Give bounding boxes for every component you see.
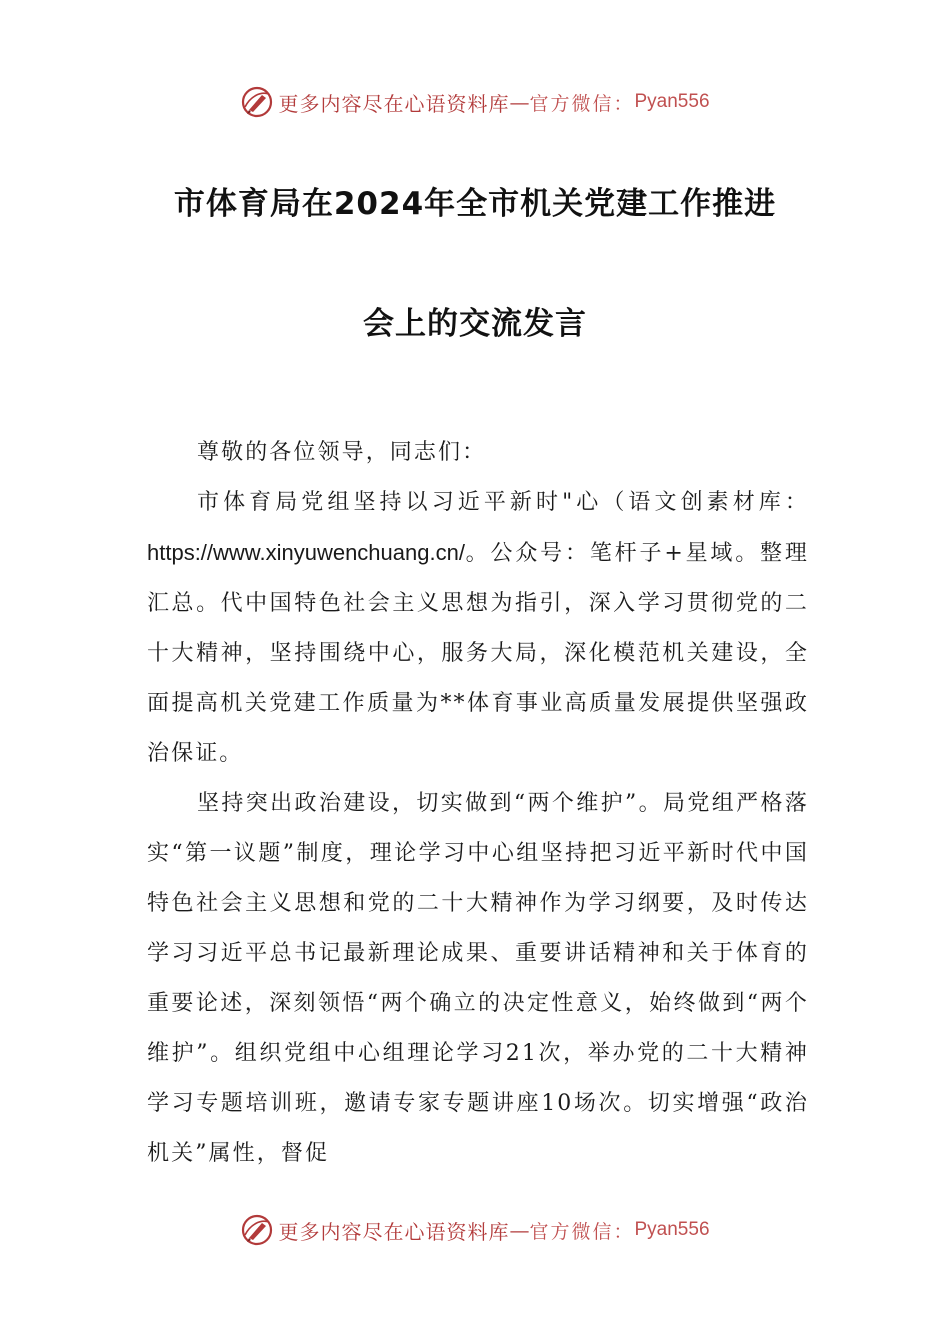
paragraph-2: 坚持突出政治建设，切实做到“两个维护”。局党组严格落实“第一议题”制度，理论学习中心组坚持把习近平新时代中国特色社会主义思想和党的二十大精神作为学习纲要，及时传达学习习近平总书记最新理论成果、重要讲话精神和关于体育的重要论述，深刻领悟“两个确立的决定性意义，始终做到“两个维护”。组织党组中心组理论学习21次，举办党的二十大精神学习专题培训班，邀请专家专题讲座10场次。切实增强“政治机关”属性，督促 (147, 791, 809, 1166)
document-body (147, 428, 809, 1179)
watermark-wechat-label: 官方微信： (529, 1220, 635, 1243)
watermark-site-text: 更多内容尽在心语资料库 (278, 91, 510, 116)
watermark-wechat-label: 官方微信： (529, 92, 635, 115)
document-title-line-2: 会上的交流发言 (363, 306, 587, 342)
watermark-dash: — (509, 1218, 530, 1242)
watermark-dash: — (509, 90, 530, 114)
watermark-site-text: 更多内容尽在心语资料库 (278, 1219, 510, 1244)
pen-nib-logo-icon (240, 85, 274, 119)
watermark-wechat-id: Pyan556 (634, 1219, 710, 1240)
paragraph-1 (147, 478, 809, 779)
source-url-text: https://www.xinyuwenchuang.cn/ (147, 540, 465, 565)
document-title-line-1: 市体育局在2024年全市机关党建工作推进 (173, 186, 777, 222)
header-watermark (0, 82, 950, 122)
salutation: 尊敬的各位领导，同志们： (197, 440, 487, 465)
pen-nib-logo-icon (240, 1213, 274, 1247)
footer-watermark (0, 1210, 950, 1250)
paragraph-1-rest: 。公众号：笔杆子+星域。整理汇总。代中国特色社会主义思想为指引，深入学习贯彻党的二十大精神，坚持围绕中心，服务大局，深化模范机关建设，全面提高机关党建工作质量为**体育事业高质量发展提供坚强政治保证。 (147, 541, 809, 766)
watermark-wechat-id: Pyan556 (634, 91, 710, 112)
paragraph-1-lead: 市体育局党组坚持以习近平新时"心（语文创素材库： (197, 490, 809, 515)
